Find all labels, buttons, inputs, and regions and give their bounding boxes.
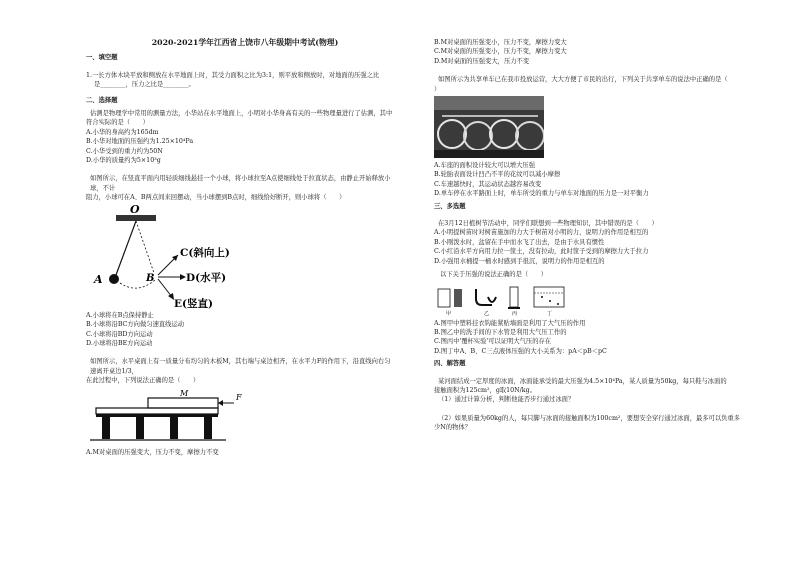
fig-yi-pipe: [476, 289, 492, 305]
board-m: [148, 398, 218, 408]
table-top: [96, 408, 218, 414]
q2-stem-line1: 估测是物理学中常用的测量方法，小华站在水平地面上，小明对小华身高有关的一些物理量进行了估测，其中: [90, 110, 393, 118]
pressure-figures-svg: [434, 283, 574, 317]
q7-option-c: C.图丙中'覆杯实验'可以证明大气压的存在: [434, 338, 552, 346]
q3-option-d: D.小球将沿BE方向运动: [86, 339, 153, 347]
q5-stem-line2: ）: [434, 85, 441, 93]
fig-ding-point-b: [549, 300, 551, 302]
q2-option-b: B.小华对地面的压强约为1.25×10⁴Pa: [86, 138, 194, 146]
fig-jia-hook: [454, 289, 462, 307]
q8-stem-line1: 某河面结成一定厚度的冰面，冰面能承受的最大压强为4.5×10⁴Pa，某人质量为50kg，每只鞋与冰面的: [438, 377, 727, 385]
pendulum-figure: [86, 203, 286, 311]
right-column: [434, 38, 754, 433]
fig-jia-shape: [438, 289, 450, 307]
q8-stem-line2: 接触面积为125cm²，g取10N/kg。: [434, 386, 536, 394]
fig-ding-container: [534, 287, 564, 307]
fig-bing-cup: [510, 287, 518, 307]
q4-option-c: C.M对桌面的压强变小，压力不变，摩擦力变大: [434, 48, 567, 56]
q2-option-a: A.小华的身高约为165dm: [86, 128, 159, 136]
q2-option-d: D.小华的质量约为5×10³g: [86, 157, 161, 165]
q8-sub1: （1）通过计算分析，判断他能否步行通过冰面？: [438, 396, 575, 404]
label-o: O: [130, 202, 140, 216]
q3-option-b: B.小球将沿BC方向做匀速直线运动: [86, 321, 185, 329]
fig-bing-card: [508, 307, 520, 309]
q5-stem-line1: 如图所示为共享单车已在我市投放运营，大大方便了市民的出行，下列关于共享单车的说法中正确的是（: [438, 76, 728, 84]
fig-bing-label: 丙: [512, 310, 518, 317]
bikes-illustration: [434, 96, 544, 158]
page-title: 2020-2021学年江西省上饶市八年级期中考试(物理): [151, 38, 339, 47]
q4-stem-line2: 在此过程中，下列说法正确的是（ ）: [86, 377, 200, 385]
q6-option-b: B.小刚泼水时，盆留在手中而水飞了出去，是由于水具有惯性: [434, 238, 605, 246]
fig-yi-label: 乙: [484, 310, 490, 317]
q8-sub2-line1: （2）如果质量为60kg的人，每只脚与冰面的接触面积为100cm²，要想安全穿行通过冰面，最多可以负重多: [438, 414, 741, 422]
pendulum-diagram: [86, 203, 396, 311]
fig-ding-label: 丁: [547, 310, 553, 317]
q4-option-d: D.M对桌面的压强变大，压力不变: [434, 57, 530, 65]
q3-stem-line1: 如图所示，在竖直平面内用轻质细线悬挂一个小球，将小球拉至A点使细线处于拉直状态，由静止开始释放小球，不计: [90, 175, 391, 192]
q1-line2: 是________，压力之比是________。: [94, 81, 195, 89]
table-board-figure: [86, 386, 286, 448]
q4-option-a: A.M对桌面的压强变大，压力不变，摩擦力不变: [86, 448, 219, 456]
q6-option-c: C.小红沿水平方向用力拉一筐土，没有拉动，此时筐子受到的摩擦力大于拉力: [434, 248, 649, 256]
table-leg-4: [204, 417, 212, 439]
q1-line1: 1.一长方体木块平放和侧放在水平地面上时，其受力面积之比为3:1，则平放和侧放时，对地面的压强之比: [86, 71, 380, 79]
ball-at-a: [109, 274, 119, 284]
q5-option-d: D.单车停在水平路面上时，单车所受的重力与单车对地面的压力是一对平衡力: [434, 190, 649, 198]
q3-option-c: C.小球将沿BD方向运动: [86, 330, 153, 338]
q3-option-a: A.小球将在B点保持静止: [86, 311, 154, 319]
q7-option-d: D.图丁中A、B、C三点液体压强的大小关系为：pA＜pB＜pC: [434, 347, 607, 355]
q7-stem: 以下关于压强的说法正确的是（ ）: [440, 271, 548, 279]
section-answer-heading: 四、解答题: [434, 360, 466, 368]
q2-stem-line2: 符合实际的是（ ）: [86, 119, 149, 127]
table-leg-2: [136, 417, 144, 439]
shared-bikes-photo: [434, 96, 544, 158]
section-choice-heading: 二、选择题: [86, 96, 118, 104]
section-fill-heading: 一、填空题: [86, 54, 118, 62]
string-to-a: [116, 221, 136, 275]
label-d: D(水平): [186, 271, 227, 284]
q8-sub2-line2: 少N的物体？: [434, 424, 471, 432]
q5-option-b: B.轮胎表面设计凹凸不平的花纹可以减小摩擦: [434, 171, 561, 179]
q2-option-c: C.小华受到的重力约为50N: [86, 147, 163, 155]
q5-option-c: C.车速越快时，其运动状态越容易改变: [434, 180, 542, 188]
section-multi-heading: 三、多选题: [434, 202, 466, 210]
label-b: B: [146, 272, 155, 284]
q6-stem: 在3月12日植树节活动中，同学们联想到一些物理知识，其中错误的是（ ）: [438, 220, 658, 228]
q3-stem-line2: 阻力，小球可在A、B两点间来回摆动，当小球摆到B点时，细线恰好断开，则小球将（ ）: [86, 194, 346, 202]
arrow-be: [158, 279, 172, 297]
force-arrow-head: [218, 400, 223, 406]
fig-yi-trap: [488, 297, 496, 302]
left-column: [86, 38, 396, 457]
fig-ding-point-a: [541, 296, 543, 298]
q7-option-b: B.图乙中的洗手间的下水管是利用大气压工作的: [434, 328, 567, 336]
q4-option-b: B.M对桌面的压强变小，压力不变，摩擦力变大: [434, 39, 567, 46]
label-c: C(斜向上): [180, 246, 230, 259]
q6-option-a: A.小明提树苗时对树苗施加的力大于树苗对小明的力，说明力的作用是相互的: [434, 229, 649, 237]
table-board-diagram: [86, 386, 396, 448]
table-apron: [96, 414, 218, 417]
label-e: E(竖直): [174, 297, 213, 310]
table-leg-3: [170, 417, 178, 439]
q5-option-a: A.车座的面积设计较大可以增大压强: [434, 162, 536, 170]
label-a: A: [94, 272, 103, 286]
pressure-figures: [434, 283, 754, 317]
label-f: F: [236, 392, 242, 402]
q7-option-a: A.图甲中塑料挂衣钩能紧贴墙面是利用了大气压的作用: [434, 319, 586, 327]
q6-option-d: D.小强用水桶提一桶水时感到手很沉，说明力的作用是相互的: [434, 257, 605, 265]
label-m: M: [180, 388, 189, 398]
q4-stem-line1: 如图所示，水平桌面上有一质量分布均匀的木板M，其右端与桌边相齐，在水平力F的作用下，沿直线向右匀速离开桌边1/3，: [90, 358, 391, 375]
fig-jia-label: 甲: [446, 310, 452, 317]
fig-ding-point-c: [557, 303, 559, 305]
table-leg-1: [102, 417, 110, 439]
string-to-b: [136, 221, 154, 273]
